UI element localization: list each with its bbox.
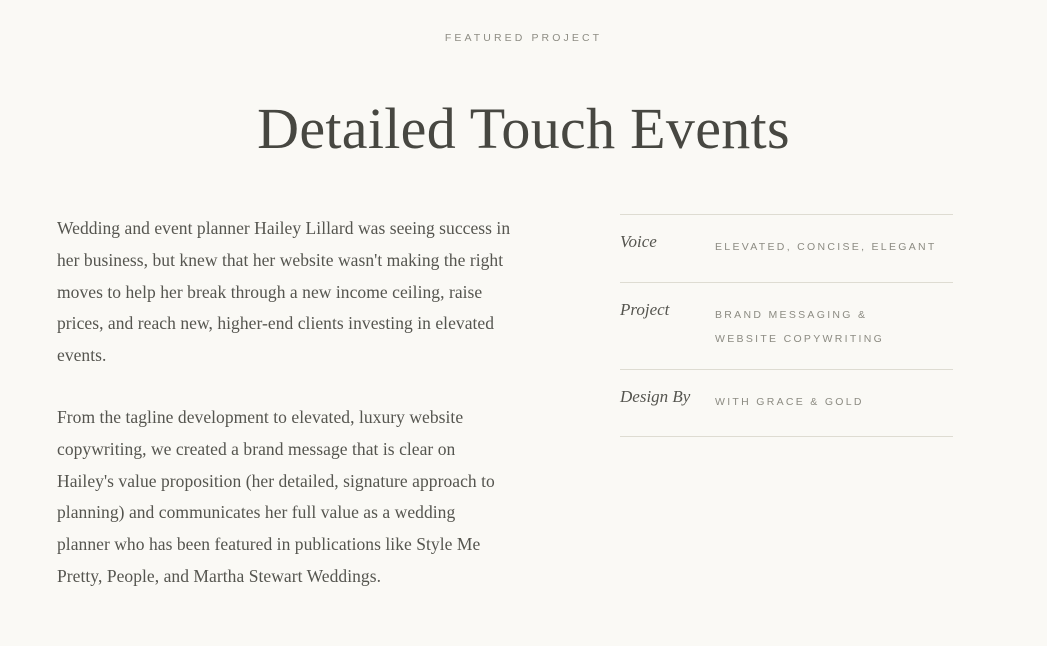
detail-row-design-by [620,369,953,437]
project-description [57,213,512,593]
detail-row-voice [620,214,953,282]
detail-value-voice-line-1: ELEVATED, CONCISE, ELEGANT [715,241,937,253]
detail-value-voice [715,231,953,259]
detail-label-design-by: Design By [620,387,691,406]
detail-label-voice: Voice [620,232,657,251]
detail-value-project [715,299,953,351]
project-details-list [620,214,953,437]
detail-value-project-line-2: WEBSITE COPYWRITING [715,333,885,345]
description-paragraph-2: From the tagline development to elevated, luxury website copywriting, we created a brand message that is clear on Hailey's value proposition (her detailed, signature approach to planning) and communicates her full value as a wedding planner who has been featured in publications like Style Me Pretty, People, and Martha Stewart Weddings. [57,406,495,586]
detail-value-design-by-line-1: WITH GRACE & GOLD [715,396,864,408]
detail-row-project [620,282,953,369]
page-title: Detailed Touch Events [257,95,790,161]
detail-value-design-by [715,386,953,414]
detail-label-project: Project [620,300,670,319]
description-paragraph-1: Wedding and event planner Hailey Lillard was seeing success in her business, but knew that her website wasn't making the right moves to help her break through a new income ceiling, raise prices, and reach new, higher-end clients investing in elevated events. [57,218,511,366]
detail-value-project-line-1: BRAND MESSAGING & [715,309,868,321]
section-eyebrow: FEATURED PROJECT [444,32,603,44]
